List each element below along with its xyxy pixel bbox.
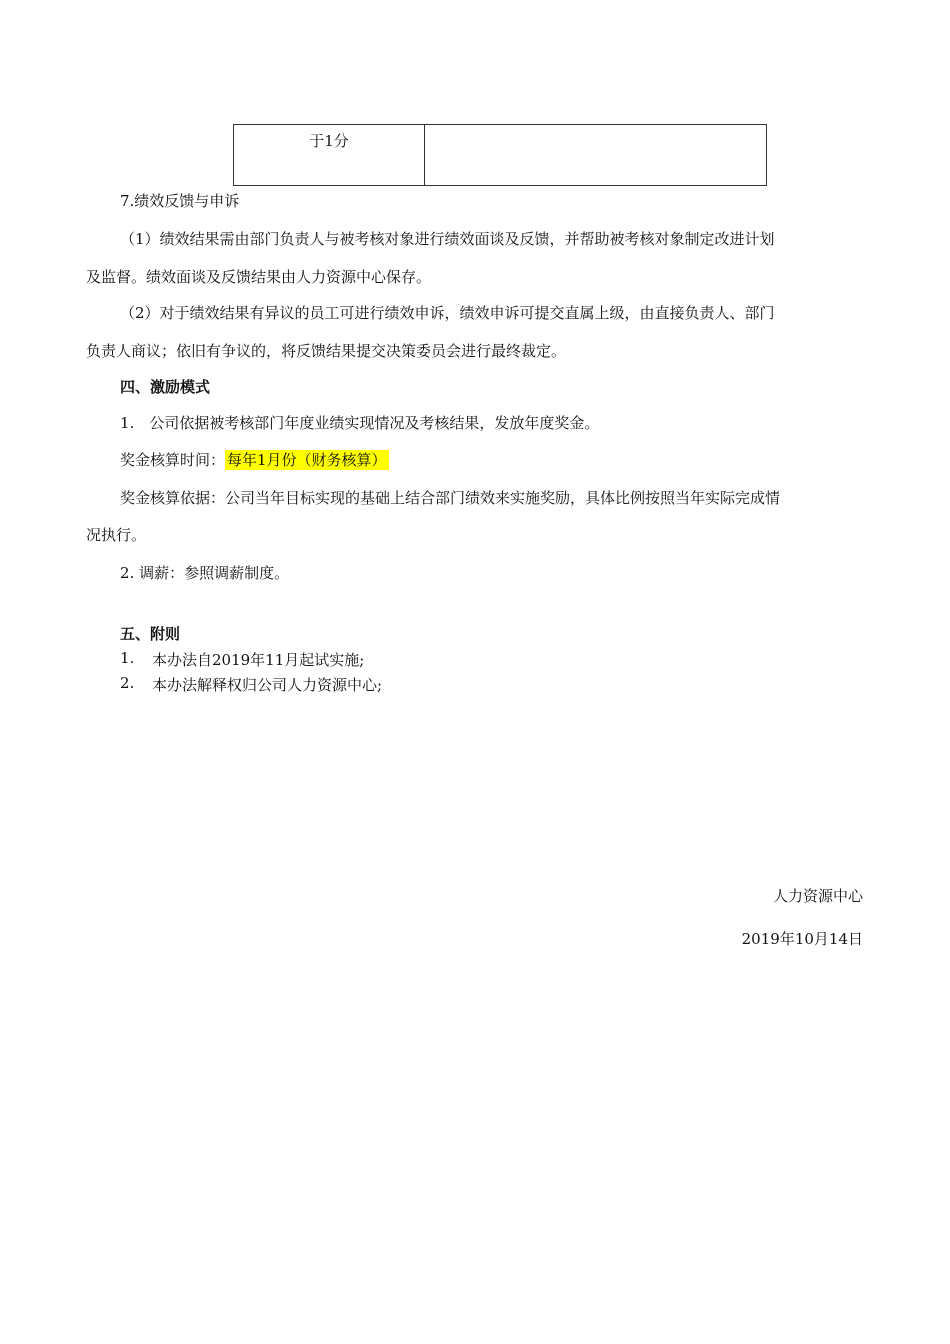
- bonus-time-value: 每年1月份（财务核算）: [227, 451, 387, 469]
- section7-p1-line2: 及监督。绩效面谈及反馈结果由人力资源中心保存。: [86, 268, 432, 286]
- table-cell-empty: [425, 125, 767, 186]
- section5-item2-num: 2.: [120, 674, 135, 692]
- section4-item1: 1. 公司依据被考核部门年度业绩实现情况及考核结果，发放年度奖金。: [120, 414, 600, 432]
- section4-title: 四、激励模式: [120, 378, 211, 396]
- table-cell: [234, 125, 425, 186]
- section5-item1-num: 1.: [120, 649, 135, 667]
- section7-p2-line1: （2）对于绩效结果有异议的员工可进行绩效申诉，绩效申诉可提交直属上级，由直接负责人、部门: [120, 304, 775, 322]
- section4-item2: 2. 调薪：参照调薪制度。: [120, 564, 290, 582]
- signature-date: 2019年10月14日: [741, 930, 863, 948]
- section5-item2-text: 本办法解释权归公司人力资源中心;: [152, 676, 383, 694]
- bonus-time-label: 奖金核算时间：: [120, 451, 226, 469]
- section5-item1-text: 本办法自2019年11月起试实施;: [152, 651, 365, 669]
- section7-title: 7.绩效反馈与申诉: [120, 192, 240, 210]
- table-cell-text: 于1分: [309, 132, 349, 150]
- bonus-basis-line1: 奖金核算依据：公司当年目标实现的基础上结合部门绩效来实施奖励，具体比例按照当年实际完成情: [120, 489, 781, 507]
- section7-p2-line2: 负责人商议；依旧有争议的，将反馈结果提交决策委员会进行最终裁定。: [86, 342, 567, 360]
- bonus-time-line: [120, 449, 389, 470]
- bonus-basis-line2: 况执行。: [86, 526, 147, 544]
- section7-p1-line1: （1）绩效结果需由部门负责人与被考核对象进行绩效面谈及反馈，并帮助被考核对象制定改进计划: [120, 230, 775, 248]
- section5-title: 五、附则: [120, 625, 181, 643]
- score-table: [233, 124, 767, 186]
- signature-department: 人力资源中心: [772, 887, 863, 905]
- table-row: [234, 125, 767, 186]
